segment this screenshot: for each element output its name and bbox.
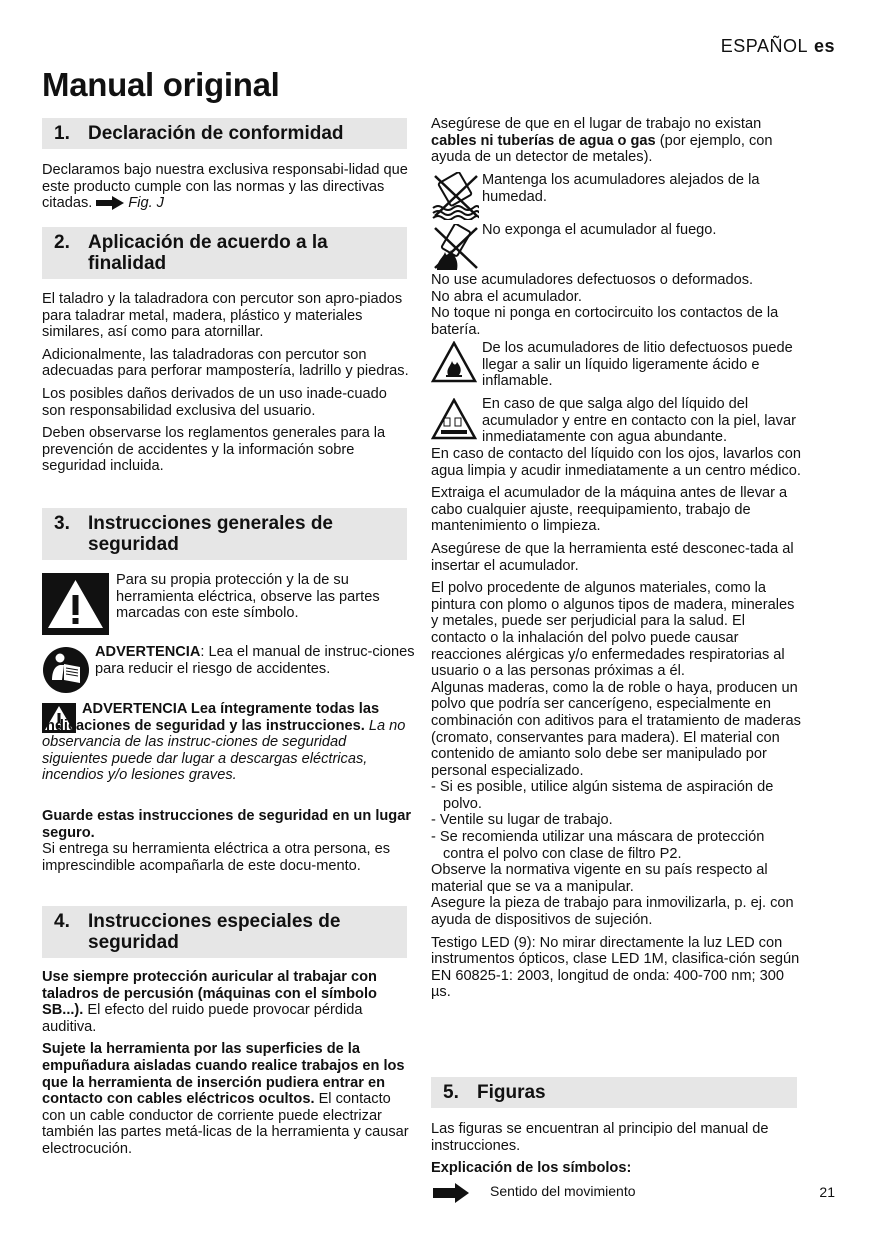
language-label: ESPAÑOL xyxy=(720,36,808,56)
section-4-heading xyxy=(42,906,407,958)
section-number: 1. xyxy=(54,123,70,144)
symbol-movement-label: Sentido del movimiento xyxy=(490,1183,636,1199)
section-number: 4. xyxy=(54,911,70,932)
warning-label: ADVERTENCIA xyxy=(95,644,201,660)
list-item: - Se recomienda utilizar una máscara de protección contra el polvo con clase de filtro P2. xyxy=(431,829,765,862)
list-item: - Ventile su lugar de trabajo. xyxy=(431,812,613,829)
section-title: Declaración de conformidad xyxy=(88,123,344,144)
corrosive-icon xyxy=(431,398,477,440)
section-2-heading xyxy=(42,227,407,279)
paragraph: El taladro y la taladradora con percutor son apro-piados para taladrar metal, madera, plástico y materiales similares, así como para atornillar. xyxy=(42,291,403,341)
section-5-body: Las figuras se encuentran al principio del manual de instrucciones. Explicación de los símbolos: xyxy=(431,1121,769,1177)
right-body: En caso de contacto del líquido con los ojos, lavarlos con agua limpia y acudir inmediatamente a un centro médico. Extraiga el acumulador de la máquina antes de llevar a cabo cualquier ajuste, reequipamiento, trabajo de mantenimiento o limpieza. Asegúrese de que la herramienta esté desconec-tada al insertar el acumulador. El polvo procedente de algunos materiales, como la pintura con plomo o algunos tipos de madera, minerales y metales, puede ser perjudicial para la salud. El contacto o la inhalación del polvo puede causar reacciones alérgicas y/o enfermedades respiratorias al usuario o a las personas próximas a él. Algunas maderas, como la de roble o haya, producen un polvo que podría ser cancerígeno, especialmente en combinación con aditivos para el tratamiento de maderas (cromato, conservantes para madera). El material con contenido de amianto solo debe ser manipulado por personal especializado. - Si es posible, utilice algún sistema de aspiración de polvo. - Ventile su lugar de trabajo. - Se recomienda utilizar una máscara de protección contra el polvo con clase de filtro P2. Observe la normativa vigente en su país respecto al material que se va a manipular. Asegure la pieza de trabajo para inmovilizarla, p. ej. con ayuda de dispositivos de sujeción. Testigo LED (9): No mirar directamente la luz LED con instrumentos ópticos, clase LED 1M, clasifica-ción según EN 60825-1: 2003, longitud de onda: 400-700 nm; 300 µs. xyxy=(431,446,803,1001)
figure-reference: Fig. J xyxy=(128,195,164,212)
section-5-heading xyxy=(431,1077,797,1108)
battery-notes: No use acumuladores defectuosos o deformados. No abra el acumulador. No toque ni ponga en cortocircuito los contactos de la batería. xyxy=(431,272,779,338)
warning-triangle-icon xyxy=(42,573,109,635)
flammable-icon xyxy=(431,341,477,383)
moisture-note: Mantenga los acumuladores alejados de la humedad. xyxy=(482,172,760,205)
no-fire-icon xyxy=(431,224,479,272)
dust-list xyxy=(431,779,803,862)
paragraph: Los posibles daños derivados de un uso inade-cuado son responsabilidad exclusiva del usuario. xyxy=(42,385,387,419)
section-1-heading xyxy=(42,118,407,149)
section-title: Aplicación de acuerdo a la finalidad xyxy=(88,232,328,274)
section-2-body xyxy=(42,291,412,475)
language-code: es xyxy=(813,36,835,56)
paragraph: Deben observarse los reglamentos generales para la prevención de accidentes y la información sobre seguridad incluida. xyxy=(42,425,386,475)
paragraph: Adicionalmente, las taladradoras con percutor son adecuadas para perforar mampostería, ladrillo y piedras. xyxy=(42,346,409,380)
warning-read-all: ADVERTENCIA Lea íntegramente todas las indicaciones de seguridad y las instrucciones. La no observancia de las instruc-ciones de seguridad siguientes puede dar lugar a descargas eléctricas, incendios y/o lesiones graves. xyxy=(42,701,406,784)
section-4-body: Use siempre protección auricular al trabajar con taladros de percusión (máquinas con el símbolo SB...). El efecto del ruido puede provocar pérdida auditiva. Sujete la herramienta por las superficies de la empuñadura aisladas cuando realice trabajos en los que la herramienta de inserción pudiera entrar en contacto con cables eléctricos ocultos. El contacto con un cable conductor de corriente puede electrizar también las partes metá-licas de la herramienta y causar electrocución. xyxy=(42,969,409,1157)
symbol-note: Para su propia protección y la de su herramienta eléctrica, observe las partes marcadas con este símbolo. xyxy=(116,572,380,622)
arrow-right-icon xyxy=(96,196,124,210)
list-item: - Si es posible, utilice algún sistema de aspiración de polvo. xyxy=(431,779,774,812)
keep-instructions: Guarde estas instrucciones de seguridad en un lugar seguro. Si entrega su herramienta eléctrica a otra persona, es imprescindible acompañarla de este docu-mento. xyxy=(42,808,411,874)
section-title: Figuras xyxy=(477,1082,546,1103)
read-manual-note: ADVERTENCIA: Lea el manual de instruc-ciones para reducir el riesgo de accidentes. xyxy=(95,644,415,677)
movement-arrow-icon xyxy=(433,1183,469,1203)
paragraph: Declaramos bajo nuestra exclusiva responsabi-lidad que este producto cumple con las normas y las directivas citadas. Fig. J xyxy=(42,162,408,212)
corrosive-note: En caso de que salga algo del líquido del acumulador y entre en contacto con la piel, lavar inmediatamente con agua abundante. xyxy=(482,396,796,446)
section-number: 2. xyxy=(54,232,70,253)
section-1-body xyxy=(42,162,412,212)
read-manual-icon xyxy=(42,646,90,694)
section-number: 5. xyxy=(443,1082,459,1103)
fire-note: No exponga el acumulador al fuego. xyxy=(482,222,717,238)
page-title: Manual original xyxy=(42,66,280,103)
no-moisture-icon xyxy=(431,172,479,220)
section-title: Instrucciones especiales de seguridad xyxy=(88,911,341,953)
section-number: 3. xyxy=(54,513,70,534)
flammable-note: De los acumuladores de litio defectuosos puede llegar a salir un líquido ligeramente ácido e inflamable. xyxy=(482,340,793,390)
section-title: Instrucciones generales de seguridad xyxy=(88,513,333,555)
language-header xyxy=(721,36,835,57)
page-number: 21 xyxy=(819,1184,835,1200)
section-3-heading xyxy=(42,508,407,560)
right-intro: Asegúrese de que en el lugar de trabajo no existan cables ni tuberías de agua o gas (por ejemplo, con ayuda de un detector de metales). xyxy=(431,116,773,166)
